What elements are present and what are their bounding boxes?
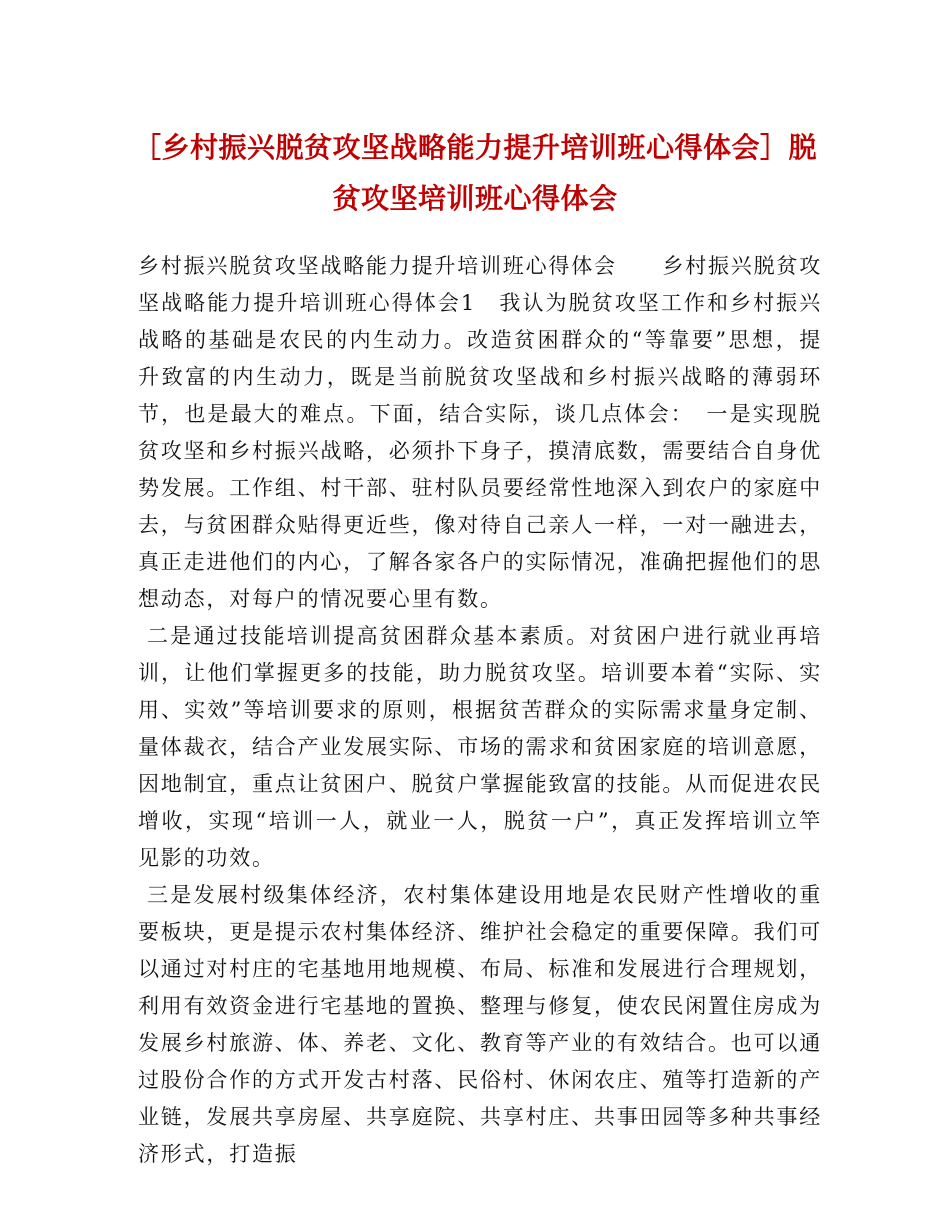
paragraph-collective-economy: 三是发展村级集体经济，农村集体建设用地是农民财产性增收的重要板块，更是提示农村集体经济、维护社会稳定的重要保障。我们可以通过对村庄的宅基地用地规模、布局、标准和发展进行合理规划，利用有效资金进行宅基地的置换、整理与修复，使农民闲置住房成为发展乡村旅游、体、养老、文化、教育等产业的有效结合。也可以通过股份合作的方式开发古村落、民俗村、休闲农庄、殖等打造新的产业链，发展共享房屋、共享庭院、共享村庄、共事田园等多种共事经济形式，打造振 [138, 883, 823, 1166]
document-title: ［乡村振兴脱贫攻坚战略能力提升培训班心得体会］脱贫攻坚培训班心得体会 [132, 131, 817, 215]
document-body [138, 248, 822, 1173]
paragraph-intro: 乡村振兴脱贫攻坚战略能力提升培训班心得体会 乡村振兴脱贫攻坚战略能力提升培训班心得体会1 我认为脱贫攻坚工作和乡村振兴战略的基础是农民的内生动力。改造贫困群众的“等靠要”思想，提升致富的内生动力，既是当前脱贫攻坚战和乡村振兴战略的薄弱环节，也是最大的难点。下面，结合实际，谈几点体会： 一是实现脱贫攻坚和乡村振兴战略，必须扑下身子，摸清底数，需要结合自身优势发展。工作组、村干部、驻村队员要经常性地深入到农户的家庭中去，与贫困群众贴得更近些，像对待自己亲人一样，一对一融进去，真正走进他们的内心，了解各家各户的实际情况，准确把握他们的思想动态，对每户的情况要心里有数。 [138, 254, 822, 611]
paragraph-skills-training: 二是通过技能培训提高贫困群众基本素质。对贫困户进行就业再培训，让他们掌握更多的技能，助力脱贫攻坚。培训要本着“实际、实用、实效”等培训要求的原则，根据贫苦群众的实际需求量身定制、量体裁衣，结合产业发展实际、市场的需求和贫困家庭的培训意愿，因地制宜，重点让贫困户、脱贫户掌握能致富的技能。从而促进农民增收，实现“培训一人，就业一人，脱贫一户”，真正发挥培训立竿见影的功效。 [138, 624, 823, 870]
